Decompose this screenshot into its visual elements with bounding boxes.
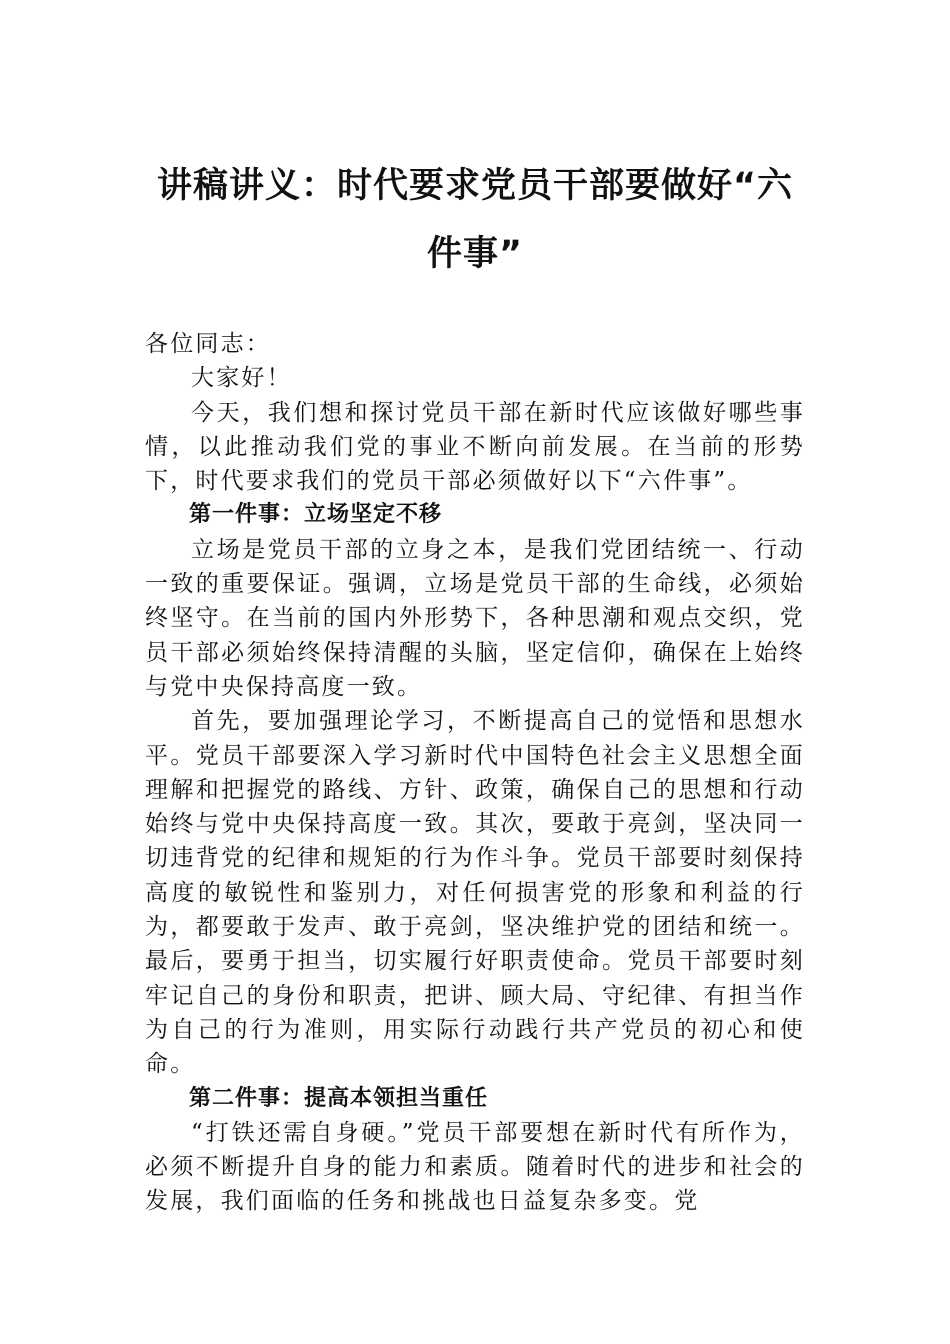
section-1-paragraph-1: 立场是党员干部的立身之本，是我们党团结统一、行动一致的重要保证。强调，立场是党员干部的生命线，必须始终坚守。在当前的国内外形势下，各种思潮和观点交织，党员干部必须始终保持清醒的头脑，坚定信仰，确保在上始终与党中央保持高度一致。 xyxy=(145,536,805,700)
section-2-heading: 第二件事：提高本领担当重任 xyxy=(189,1085,489,1111)
title-line-1: 讲稿讲义：时代要求党员干部要做好“六 xyxy=(156,166,793,206)
document-body xyxy=(145,327,805,1219)
title-line-2: 件事” xyxy=(426,234,523,274)
salutation: 各位同志： xyxy=(145,331,271,357)
section-1-paragraph-2: 首先，要加强理论学习，不断提高自己的觉悟和思想水平。党员干部要深入学习新时代中国特色社会主义思想全面理解和把握党的路线、方针、政策，确保自己的思想和行动始终与党中央保持高度一致。其次，要敢于亮剑，坚决同一切违背党的纪律和规矩的行为作斗争。党员干部要时刻保持高度的敏锐性和鉴别力，对任何损害党的形象和利益的行为，都要敢于发声、敢于亮剑，坚决维护党的团结和统一。最后，要勇于担当，切实履行好职责使命。党员干部要时刻牢记自己的身份和职责，把讲、顾大局、守纪律、有担当作为自己的行为准则，用实际行动践行共产党员的初心和使命。 xyxy=(145,708,805,1078)
section-2-paragraph-1: “打铁还需自身硬。”党员干部要想在新时代有所作为，必须不断提升自身的能力和素质。随着时代的进步和社会的发展，我们面临的任务和挑战也日益复杂多变。党 xyxy=(145,1119,805,1215)
document-title xyxy=(145,152,805,288)
intro-paragraph: 今天，我们想和探讨党员干部在新时代应该做好哪些事情，以此推动我们党的事业不断向前发展。在当前的形势下，时代要求我们的党员干部必须做好以下“六件事”。 xyxy=(145,399,805,495)
greeting: 大家好！ xyxy=(191,365,292,392)
section-1-heading: 第一件事：立场坚定不移 xyxy=(189,502,443,528)
